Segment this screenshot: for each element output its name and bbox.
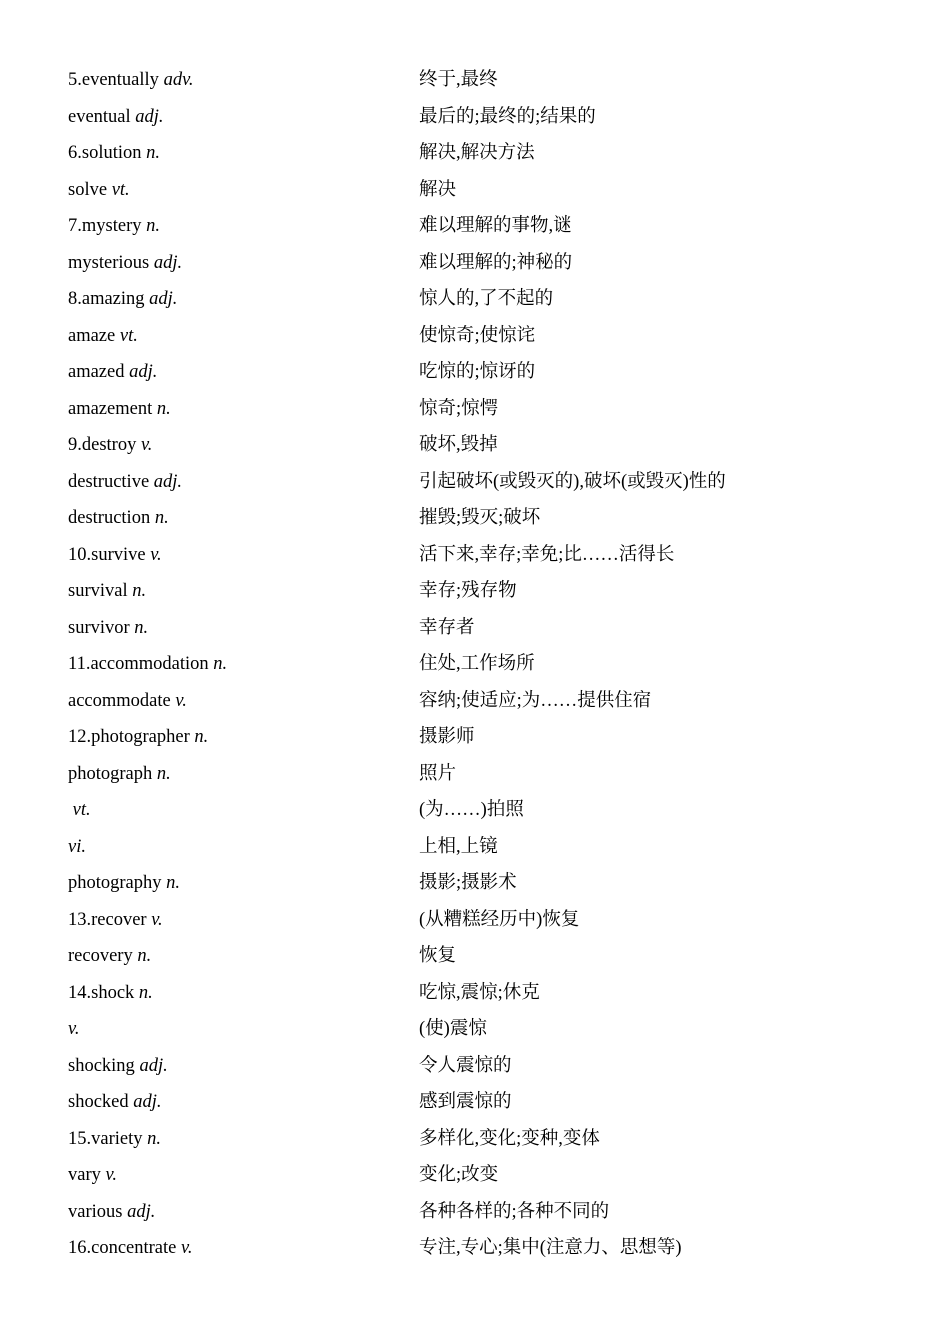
chinese-meaning: 摄影师 (419, 727, 475, 747)
chinese-meaning: 容纳;使适应;为……提供住宿 (419, 690, 652, 711)
vocab-row (0, 354, 950, 391)
chinese-meaning: 令人震惊的 (419, 1055, 512, 1076)
chinese-meaning: 上相,上镜 (419, 836, 498, 857)
vocab-row (0, 1121, 950, 1158)
word: shocked (68, 1092, 134, 1112)
word: destructive (68, 471, 154, 492)
part-of-speech: vt. (111, 179, 130, 200)
english-term (68, 281, 177, 318)
part-of-speech: n. (137, 946, 152, 966)
word: 5.eventually (68, 70, 164, 90)
chinese-meaning: 住处,工作场所 (419, 654, 535, 674)
english-term (68, 99, 164, 136)
english-term (68, 719, 208, 756)
part-of-speech: vi. (68, 836, 86, 857)
word: amaze (68, 325, 120, 346)
vocab-row (0, 318, 950, 355)
english-term (68, 829, 86, 866)
english-term (68, 318, 138, 355)
english-term (68, 427, 152, 464)
part-of-speech: n. (146, 216, 160, 236)
word: photography (68, 873, 167, 893)
chinese-meaning: 感到震惊的 (419, 1092, 512, 1112)
english-term (68, 683, 187, 720)
word: 8.amazing (68, 289, 150, 309)
part-of-speech: v. (140, 435, 153, 455)
part-of-speech: adj. (139, 1055, 168, 1076)
part-of-speech: n. (156, 763, 171, 784)
chinese-meaning: 多样化,变化;变种,变体 (419, 1128, 600, 1149)
part-of-speech: n. (213, 654, 228, 674)
vocab-row (0, 208, 950, 245)
chinese-meaning: 惊人的,了不起的 (419, 289, 554, 309)
vocab-row (0, 500, 950, 537)
english-term (68, 500, 169, 537)
part-of-speech: adj. (153, 471, 183, 492)
english-term (68, 1157, 117, 1194)
english-term (68, 756, 171, 793)
word: mysterious (68, 252, 154, 273)
vocabulary-list (0, 62, 950, 1267)
english-term (68, 938, 151, 975)
word: 12.photographer (68, 727, 195, 747)
vocab-row (0, 1011, 950, 1048)
part-of-speech: n. (146, 143, 160, 163)
vocab-row (0, 573, 950, 610)
part-of-speech: n. (147, 1128, 161, 1149)
part-of-speech: adv. (163, 70, 194, 90)
part-of-speech: vt. (72, 800, 91, 820)
part-of-speech: v. (68, 1019, 80, 1039)
vocab-row (0, 1157, 950, 1194)
part-of-speech: n. (156, 398, 171, 419)
english-term (68, 902, 163, 939)
vocab-row (0, 427, 950, 464)
vocab-row (0, 1084, 950, 1121)
chinese-meaning: (从糟糕经历中)恢复 (419, 909, 580, 930)
vocab-row (0, 245, 950, 282)
word: solve (68, 179, 112, 200)
vocab-row (0, 865, 950, 902)
english-term (68, 1194, 155, 1231)
word: photograph (68, 763, 157, 784)
chinese-meaning: 吃惊的;惊讶的 (419, 362, 536, 382)
part-of-speech: v. (151, 909, 163, 930)
chinese-meaning: (使)震惊 (419, 1019, 487, 1039)
part-of-speech: n. (194, 727, 209, 747)
word: 15.variety (68, 1128, 148, 1149)
chinese-meaning: 难以理解的事物,谜 (419, 216, 572, 236)
part-of-speech: adj. (127, 1201, 156, 1222)
part-of-speech: n. (138, 982, 153, 1003)
vocab-row (0, 610, 950, 647)
english-term (68, 135, 160, 172)
word: recovery (68, 946, 138, 966)
vocab-row (0, 1048, 950, 1085)
vocab-row (0, 829, 950, 866)
chinese-meaning: 惊奇;惊愕 (419, 398, 499, 419)
part-of-speech: adj. (135, 106, 164, 127)
chinese-meaning: 使惊奇;使惊诧 (419, 325, 536, 346)
english-term (68, 208, 160, 245)
part-of-speech: n. (154, 508, 169, 528)
word: survival (68, 581, 133, 601)
english-term (68, 1084, 162, 1121)
chinese-meaning: 引起破坏(或毁灭的),破坏(或毁灭)性的 (419, 471, 726, 492)
vocab-row (0, 281, 950, 318)
chinese-meaning: 摄影;摄影术 (419, 873, 517, 893)
vocab-row (0, 537, 950, 574)
vocab-row (0, 99, 950, 136)
english-term (68, 865, 180, 902)
part-of-speech: v. (150, 544, 162, 565)
english-term (68, 646, 227, 683)
vocab-row (0, 646, 950, 683)
vocab-row (0, 1194, 950, 1231)
part-of-speech: v. (105, 1165, 117, 1185)
word: 13.recover (68, 909, 152, 930)
vocab-row (0, 975, 950, 1012)
part-of-speech: v. (175, 690, 187, 711)
word: vary (68, 1165, 106, 1185)
chinese-meaning: 终于,最终 (419, 70, 498, 90)
word: 10.survive (68, 544, 151, 565)
english-term (68, 1048, 168, 1085)
english-term (68, 1011, 79, 1048)
english-term (68, 354, 157, 391)
vocab-row (0, 792, 950, 829)
word: 14.shock (68, 982, 139, 1003)
vocab-row (0, 464, 950, 501)
chinese-meaning: 各种各样的;各种不同的 (419, 1201, 610, 1222)
vocab-row (0, 62, 950, 99)
part-of-speech: vt. (119, 325, 138, 346)
english-term (68, 792, 91, 829)
vocab-row (0, 902, 950, 939)
part-of-speech: n. (132, 581, 147, 601)
vocab-row (0, 756, 950, 793)
english-term (68, 391, 171, 428)
english-term (68, 172, 130, 209)
chinese-meaning: 吃惊,震惊;休克 (419, 982, 540, 1003)
word: amazement (68, 398, 157, 419)
word: 7.mystery (68, 216, 147, 236)
word: shocking (68, 1055, 140, 1076)
vocab-row (0, 1230, 950, 1267)
english-term (68, 62, 194, 99)
chinese-meaning: 解决,解决方法 (419, 143, 535, 163)
part-of-speech: adj. (153, 252, 183, 273)
chinese-meaning: 恢复 (419, 946, 457, 966)
word: 11.accommodation (68, 654, 214, 674)
word: 16.concentrate (68, 1238, 181, 1258)
chinese-meaning: 解决 (419, 179, 457, 200)
vocab-row (0, 135, 950, 172)
part-of-speech: n. (166, 873, 181, 893)
vocab-row (0, 172, 950, 209)
chinese-meaning: 幸存;残存物 (419, 581, 517, 601)
word: accommodate (68, 690, 176, 711)
chinese-meaning: (为……)拍照 (419, 800, 524, 820)
vocab-row (0, 719, 950, 756)
part-of-speech: v. (181, 1238, 193, 1258)
english-term (68, 610, 148, 647)
part-of-speech: adj. (133, 1092, 162, 1112)
word: 9.destroy (68, 435, 141, 455)
english-term (68, 1121, 161, 1158)
part-of-speech: adj. (149, 289, 178, 309)
chinese-meaning: 破坏,毁掉 (419, 435, 498, 455)
chinese-meaning: 最后的;最终的;结果的 (419, 106, 596, 127)
chinese-meaning: 照片 (419, 763, 457, 784)
chinese-meaning: 幸存者 (419, 617, 475, 638)
english-term (68, 975, 153, 1012)
part-of-speech: adj. (129, 362, 158, 382)
word: 6.solution (68, 143, 147, 163)
chinese-meaning: 变化;改变 (419, 1165, 499, 1185)
english-term (68, 245, 182, 282)
chinese-meaning: 活下来,幸存;幸免;比……活得长 (419, 544, 675, 565)
vocab-row (0, 683, 950, 720)
english-term (68, 573, 146, 610)
word: survivor (68, 617, 135, 638)
word: various (68, 1201, 128, 1222)
vocab-row (0, 391, 950, 428)
word: destruction (68, 508, 155, 528)
word: eventual (68, 106, 136, 127)
english-term (68, 1230, 192, 1267)
english-term (68, 464, 182, 501)
word: amazed (68, 362, 130, 382)
english-term (68, 537, 162, 574)
part-of-speech: n. (134, 617, 149, 638)
chinese-meaning: 难以理解的;神秘的 (419, 252, 573, 273)
chinese-meaning: 专注,专心;集中(注意力、思想等) (419, 1238, 682, 1258)
chinese-meaning: 摧毁;毁灭;破坏 (419, 508, 541, 528)
vocab-row (0, 938, 950, 975)
